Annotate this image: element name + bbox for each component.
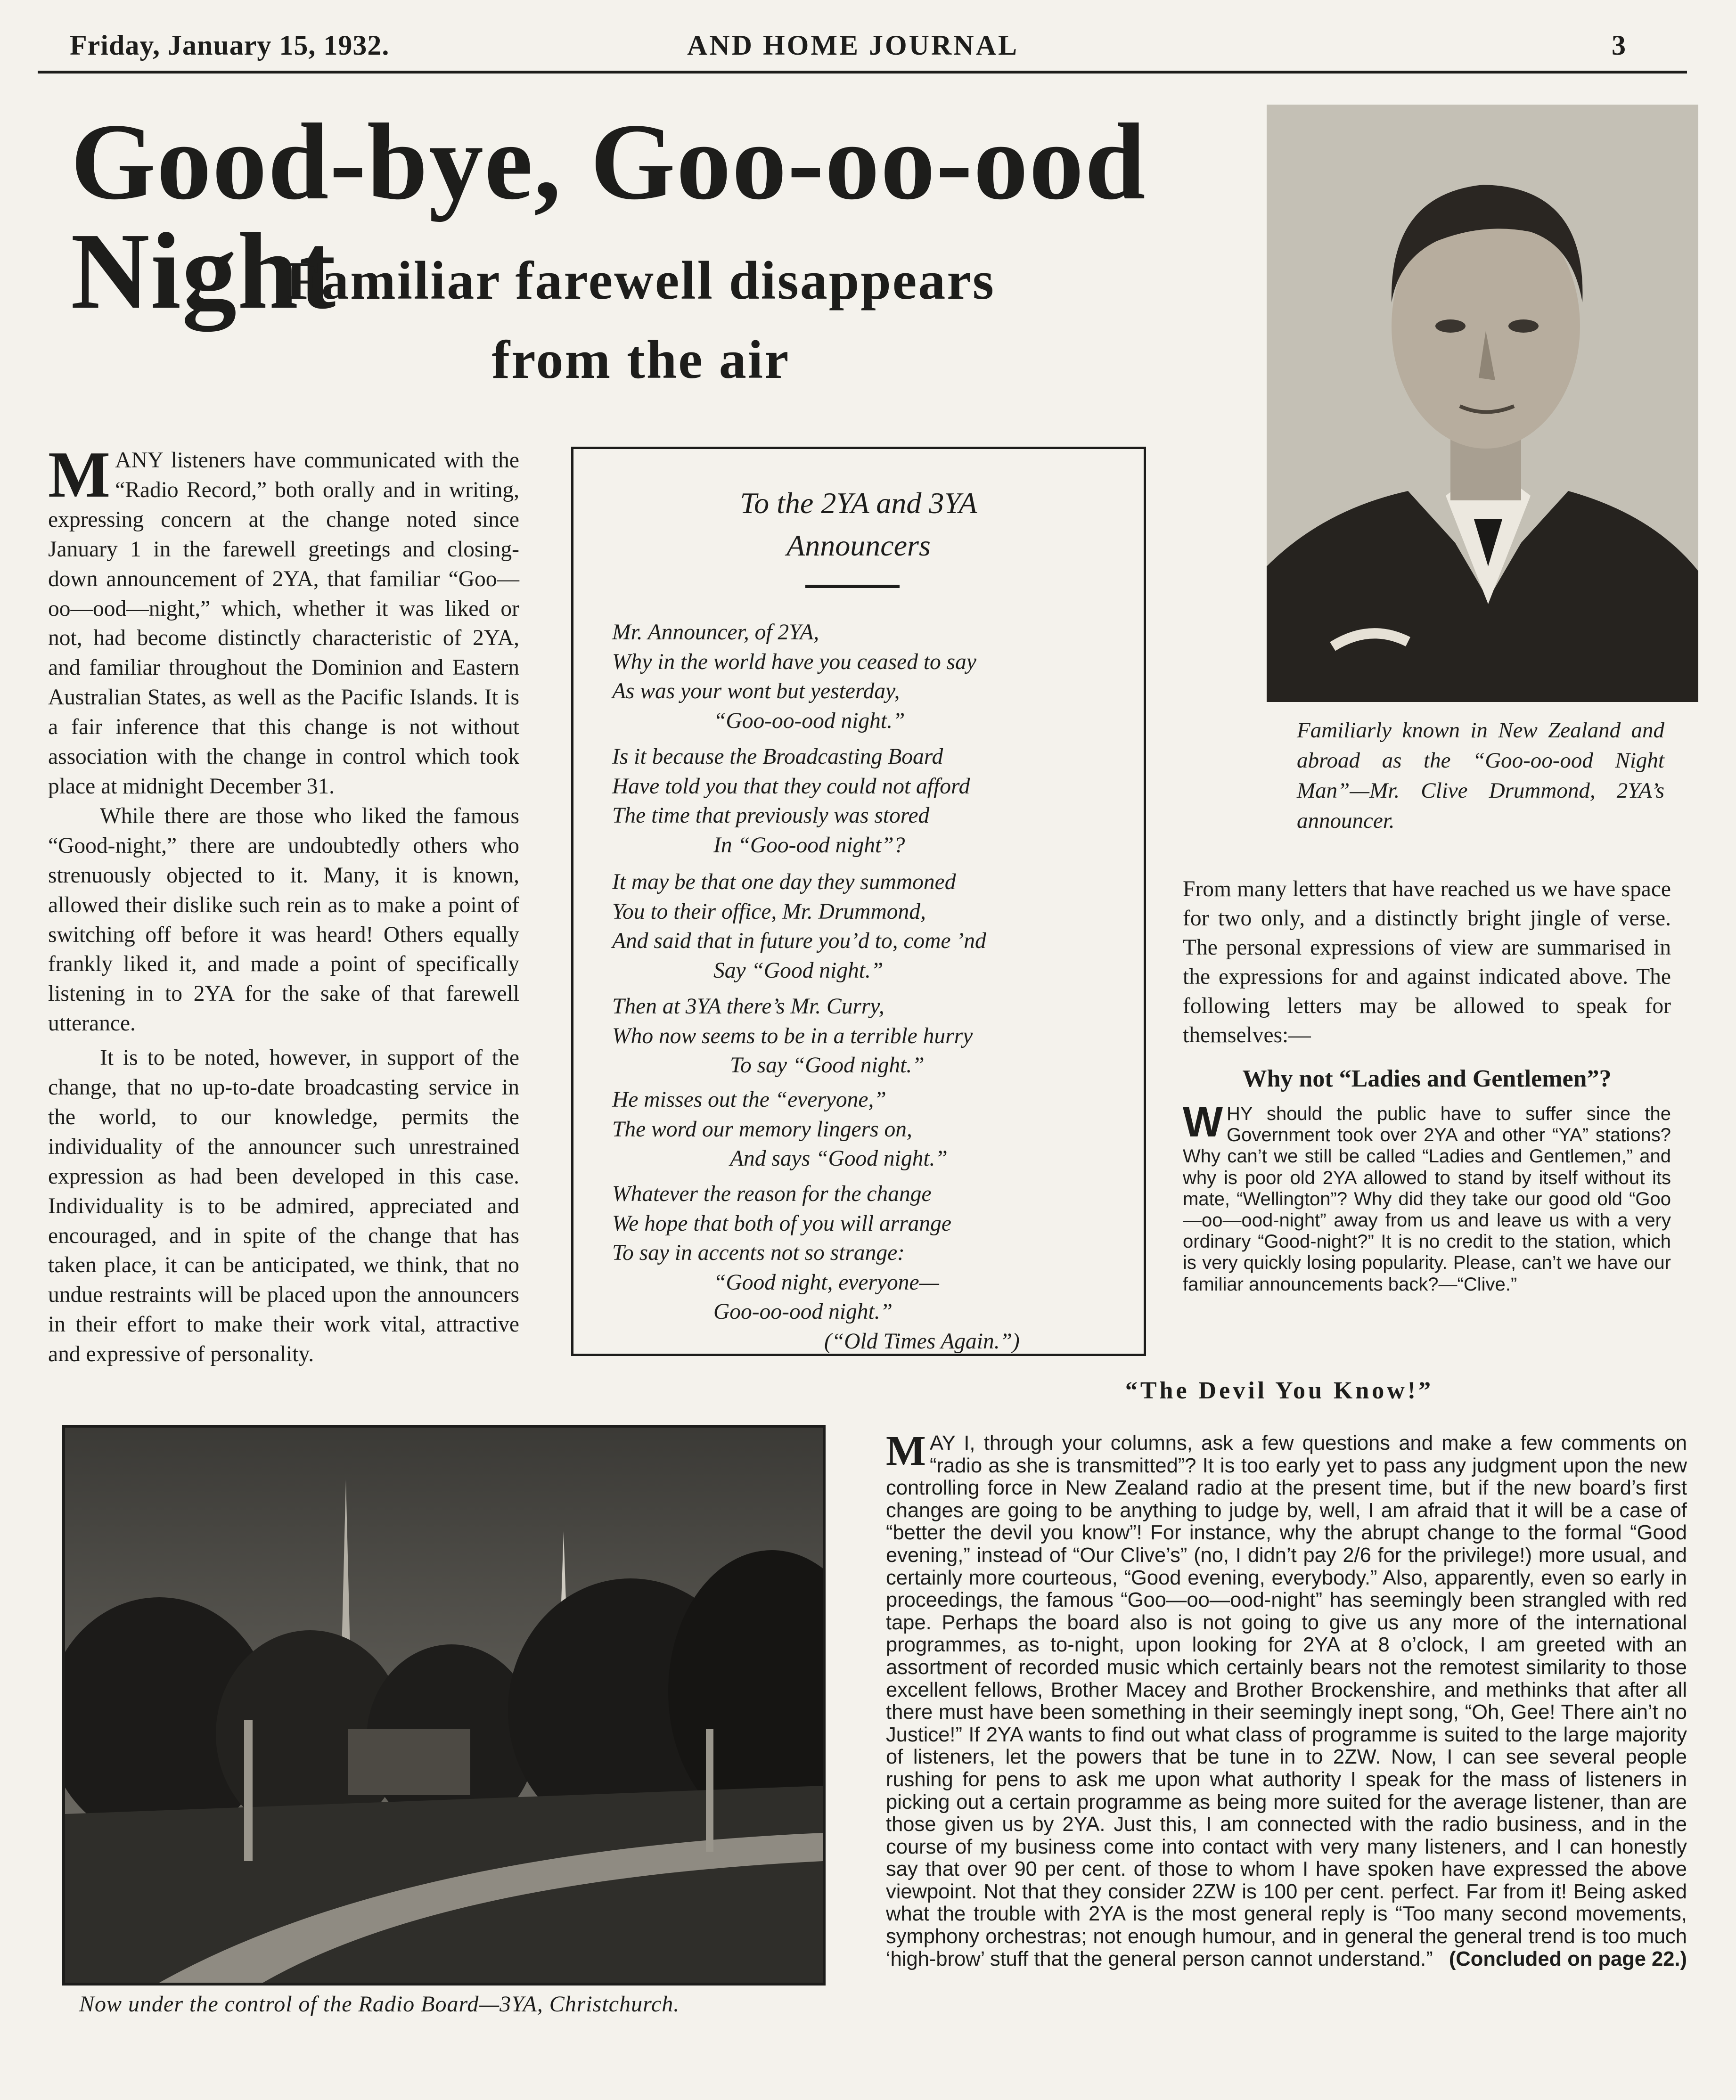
station-photo-image <box>65 1428 823 1983</box>
journal-title: AND HOME JOURNAL <box>687 30 1019 61</box>
subtitle-line-2: from the air <box>491 330 790 390</box>
poem-stanza-1: Mr. Announcer, of 2YA, Why in the world have you ceased to say As was your wont but yesterday, “Goo-oo-ood night.” <box>612 620 976 733</box>
subtitle-line-1: Familiar farewell disappears <box>287 251 995 311</box>
photo-caption: Now under the control of the Radio Board—3YA, Christchurch. <box>79 1992 680 2017</box>
article-paragraph-2: While there are those who liked the famous “Good-night,” there are undoubtedly others who strenuously objected to it. Many, it is known, allowed their dislike such rein as to make a point of switching off before it was heard! Others equally frankly liked it, and made a point of specifically listening in to 2YA for the sake of that farewell utterance. <box>48 803 519 1036</box>
portrait-image <box>1267 105 1698 702</box>
issue-date: Friday, January 15, 1932. <box>70 30 390 61</box>
poem-stanza-3: It may be that one day they summoned You to their office, Mr. Drummond, And said that in future you’d to, come ’nd Say “Good night.” <box>612 870 986 983</box>
article-dropcap: M <box>48 438 111 511</box>
poem-stanza-2: Is it because the Broadcasting Board Have told you that they could not afford The time that previously was stored In “Goo-ood night”? <box>612 744 970 858</box>
article-subtitle <box>236 241 1046 400</box>
letter2-body: MAY I, through your columns, ask a few questions and make a few comments on “radio as she is transmitted”? It is too early yet to pass any judgment upon the new controlling force in New Zealand radio at the present time, but if the new board’s first changes are going to be anything to judge by, well, I am afraid that it will be a case of “better the devil you know”! For instance, why the abrupt change to the formal “Good evening,” instead of “Our Clive’s” (no, I didn’t pay 2/6 for the privilege!) more usual, and certainly more courteous, “Good evening, everybody.” Also, apparently, even so early in proceedings, the famous “Goo—oo—ood-night” has seemingly been strangled with red tape. Perhaps the board also is not going to give us any more of the international programmes, as to-night, upon looking for 2YA at 8 o’clock, I am greeted with an assortment of recorded music which certainly bears not the remotest similarity to those excellent fellows, Brother Macey and Brother Brockenshire, and methinks that after all there must have been something in their seemingly inept song, “Oh, Gee! There ain’t no Justice!” If 2YA wants to find out what class of programme is suited to the large majority of listeners, let the powers that be tune in to 2ZW. Now, I can see several people rushing for pens to ask me upon what authority I speak for the mass of listeners in picking out a certain programme as being more suited for the average listener, than are those given us by 2YA. Just this, I am connected with the radio business, and in the course of my business come into contact with very many listeners, and I can honestly say that over 90 per cent. of those to whom I have spoken have expressed the above viewpoint. Not that they consider 2ZW is 100 per cent. perfect. Far from it! Being asked what the trouble with 2YA is the most general reply is “Too many second movements, symphony orchestras; not enough humour, and in general the general trend is too much ‘high-brow’ stuff that the general person cannot understand.” (Concluded on page 22.) <box>886 1428 1687 1970</box>
poem-title-rule <box>805 585 900 588</box>
poem-title: To the 2YA and 3YA Announcers <box>740 486 977 562</box>
article-body <box>48 438 519 1369</box>
page-number: 3 <box>1612 30 1626 61</box>
poem-stanza-4: Then at 3YA there’s Mr. Curry, Who now seems to be in a terrible hurry To say “Good night.” <box>612 994 973 1078</box>
station-photo <box>62 1425 826 1986</box>
portrait-photo <box>1267 105 1698 702</box>
letters-intro: From many letters that have reached us we have space for two only, and a distinctly bright jingle of verse. The personal expressions of view are summarised in the expressions for and against indicated above. The following letters may be allowed to speak for themselves:— <box>1183 877 1671 1047</box>
letter1-heading: Why not “Ladies and Gentlemen”? <box>1242 1065 1612 1092</box>
header-rule <box>38 71 1687 74</box>
letter2-heading: “The Devil You Know!” <box>1125 1377 1434 1404</box>
portrait-caption: Familiarly known in New Zealand and abroad as the “Goo-oo-ood Night Man”—Mr. Clive Drummond, 2YA’s announcer. <box>1297 718 1664 833</box>
poem-box <box>571 447 1146 1356</box>
letters-column <box>1183 874 1671 1295</box>
article-title: Good-bye, Goo-oo-ood Night <box>71 101 1146 332</box>
letter1-body: WHY should the public have to suffer since the Government took over 2YA and other “YA” stations? Why can’t we still be called “Ladies and Gentlemen,” and why is poor old 2YA allowed to stand by itself without its mate, “Wellington”? Why did they take our good old “Goo—oo—ood-night” away from us and leave us with a very ordinary “Good-night?” It is no credit to the station, which is very quickly losing popularity. Please, can’t we have our familiar announcements back?—“Clive.” <box>1183 1099 1671 1295</box>
letter2-body-column <box>886 1428 1687 1970</box>
concluded-note: (Concluded on page 22.) <box>1449 1947 1687 1970</box>
poem-stanza-5: He misses out the “everyone,” The word our memory lingers on, And says “Good night.” <box>612 1087 948 1171</box>
article-paragraph-1: MANY listeners have communicated with the “Radio Record,” both orally and in writing, expressing concern at the change noted since January 1 in the farewell greetings and closing-down announcement of 2YA, that familiar “Goo—oo—ood—night,” which, whether it was liked or not, had become distinctly characteristic of 2YA, and familiar throughout the Dominion and Eastern Australian States, as well as the Pacific Islands. It is a fair inference that this change is not without association with the change in control which took place at midnight December 31. <box>48 438 519 799</box>
poem-stanza-6: Whatever the reason for the change We hope that both of you will arrange To say in accents not so strange: “Good night, everyone— Goo-oo-ood night.” (“Old Times Again.”) <box>612 1182 1020 1354</box>
article-paragraph-3: It is to be noted, however, in support of the change, that no up-to-date broadcasting service in the world, to our knowledge, permits the individuality of the announcer such unrestrained expression as had been developed in this case. Individuality is to be admired, appreciated and encouraged, and in spite of the change that has taken place, it can be anticipated, we think, that no undue restraints will be placed upon the announcers in their effort to make their work vital, attractive and expressive of personality. <box>48 1046 519 1367</box>
